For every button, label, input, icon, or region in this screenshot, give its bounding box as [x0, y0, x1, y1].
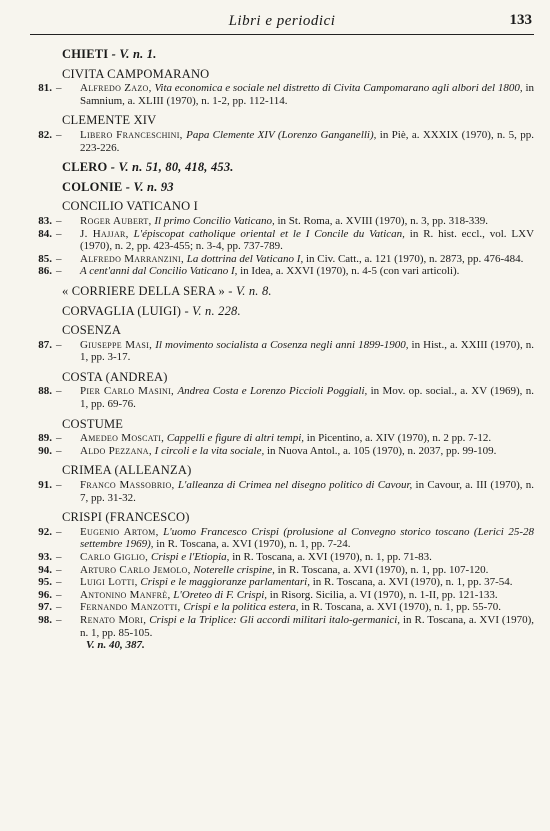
entry-publication: in Nuova Antol., a. 105 (1970), n. 2037, pp. 99-109. [266, 444, 497, 457]
section-cross-reference: - V. n. 228. [181, 303, 241, 318]
bibliography-entry [30, 551, 534, 564]
section-heading-text: CRISPI (FRANCESCO) [62, 510, 190, 525]
entry-number: 98. [38, 613, 52, 626]
entry-dash: – [56, 551, 62, 563]
section-heading [62, 371, 534, 384]
entry-author: Giuseppe Masi, [80, 338, 153, 351]
section-heading [62, 114, 534, 127]
entry-number: 97. [38, 601, 52, 614]
entry-publication: in R. Toscana, a. XVI (1970), n. 1, pp. 107-120. [277, 563, 489, 576]
entry-publication: in Idea, a. XXVI (1970), n. 4-5 (con vari articoli). [240, 265, 460, 278]
entry-number: 85. [38, 252, 52, 265]
entry-dash: – [56, 563, 62, 576]
entry-number: 87. [38, 338, 52, 351]
entry-dash: – [56, 338, 62, 351]
bibliography-entry [30, 589, 534, 602]
entry-title: L'épiscopat catholique oriental et le I Concile du Vatican, [133, 227, 405, 240]
bibliography-entry [30, 82, 534, 107]
section-cross-reference: - V. n. 8. [224, 283, 272, 298]
entry-title: L'uomo Francesco Crispi (prolusione al Convegno storico toscano (Lerici 25-28 settembre 1969), [80, 525, 534, 551]
entry-title: Il primo Concilio Vaticano, [154, 214, 275, 227]
bibliography-entry [30, 576, 534, 589]
entry-author: Antonino Manfrè, [80, 588, 171, 601]
entry-author: Franco Massobrio, [80, 479, 175, 492]
entry-dash: – [56, 525, 62, 538]
section-heading [62, 68, 534, 81]
entry-publication: in R. Toscana, a. XVI (1970), n. 1, pp. 37-54. [312, 576, 513, 589]
see-also-reference: V. n. 40, 387. [86, 639, 145, 652]
entry-author: Renato Mori, [80, 613, 147, 626]
entry-title: Papa Clemente XIV (Lorenzo Ganganelli), [186, 128, 377, 141]
entry-title: Crispi e la politica estera, [183, 601, 299, 614]
section-heading [62, 48, 534, 61]
bibliography-entry [30, 564, 534, 577]
entry-author: Roger Aubert, [80, 214, 152, 227]
entry-dash: – [56, 214, 62, 227]
bibliography-entry [30, 479, 534, 504]
entry-author: Eugenio Artom, [80, 525, 159, 538]
section-heading [62, 324, 534, 337]
entry-title: A cent'anni dal Concilio Vaticano I, [80, 265, 238, 278]
page-header [30, 10, 534, 35]
entry-publication: in Cavour, a. III (1970), n. 7, pp. 31-32. [80, 479, 535, 504]
entry-title: Il movimento socialista a Cosenza negli anni 1899-1900, [155, 338, 409, 351]
entry-number: 84. [38, 227, 52, 240]
entry-publication: in Picentino, a. XIV (1970), n. 2 pp. 7-12. [306, 432, 492, 445]
bibliography-entry [30, 445, 534, 458]
section-heading-text: CHIETI [62, 47, 109, 61]
entry-number: 86. [38, 265, 52, 278]
entry-publication: in R. Toscana, a. XVI (1970), n. 1, pp. 71-83. [232, 551, 432, 563]
entry-dash: – [56, 82, 62, 95]
section-heading [62, 305, 534, 318]
bibliography-entry [30, 601, 534, 614]
entry-author: J. Hajjar, [80, 227, 129, 240]
entry-number: 96. [38, 588, 52, 601]
entry-number: 93. [38, 551, 52, 563]
bibliography-entry [30, 228, 534, 253]
section-heading-text: COSTA (ANDREA) [62, 369, 168, 384]
entry-title: Noterelle crispine, [193, 563, 275, 576]
entry-publication: in R. hist. eccl., vol. LXV (1970), n. 2, pp. 423-455; n. 3-4, pp. 737-789. [80, 227, 535, 253]
entry-author: Alfredo Zazo, [80, 82, 152, 95]
section-heading [62, 511, 534, 524]
entry-publication: in Risorg. Sicilia, a. VI (1970), n. 1-II, pp. 121-133. [269, 588, 498, 601]
entry-title: L'Oreteo di F. Crispi, [173, 588, 268, 601]
section-heading [62, 285, 534, 298]
entry-author: Aldo Pezzana, [80, 444, 152, 457]
section-heading-text: COLONIE [62, 179, 123, 194]
section-cross-reference: - V. n. 51, 80, 418, 453. [107, 160, 234, 175]
entry-dash: – [56, 385, 62, 398]
entry-author: Arturo Carlo Jemolo, [80, 563, 191, 576]
bibliography-entry [30, 215, 534, 228]
entry-dash: – [56, 588, 62, 601]
entry-title: La dottrina del Vaticano I, [186, 252, 304, 265]
entry-dash: – [56, 576, 62, 589]
section-cross-reference: - V. n. 93 [122, 179, 174, 194]
entry-publication: in Samnium, a. XLIII (1970), n. 1-2, pp. 112-114. [80, 82, 535, 107]
entry-number: 92. [38, 525, 52, 538]
section-heading-text: COSENZA [62, 323, 122, 338]
entry-number: 88. [38, 385, 52, 398]
entry-number: 91. [38, 479, 52, 492]
entry-publication: in R. Toscana, a. XVI (1970), n. 1, pp. 55-70. [301, 601, 502, 614]
entry-title: L'alleanza di Crimea nel disegno politico di Cavour, [177, 479, 413, 492]
entry-author: Pier Carlo Masini, [80, 385, 175, 398]
entry-dash: – [56, 128, 62, 141]
entry-dash: – [56, 432, 62, 445]
entry-number: 82. [38, 128, 52, 141]
section-heading-text: COSTUME [62, 416, 124, 431]
entry-number: 90. [38, 444, 52, 457]
entry-title: Crispi e la Triplice: Gli accordi militari italo-germanici, [149, 613, 401, 626]
entry-number: 89. [38, 432, 52, 445]
entry-author: Carlo Giglio, [80, 551, 149, 563]
bibliography-entry [30, 432, 534, 445]
section-heading-text: CIVITA CAMPOMARANO [62, 66, 210, 81]
entry-number: 94. [38, 563, 52, 576]
entry-publication: in R. Toscana, a. XVI (1970), n. 1, pp. 7-24. [156, 538, 351, 551]
page-number: 133 [509, 12, 532, 28]
entry-dash: – [56, 479, 62, 492]
entry-author: Alfredo Marranzini, [80, 252, 185, 265]
section-heading-text: « CORRIERE DELLA SERA » [62, 283, 225, 298]
section-cross-reference: - V. n. 1. [108, 47, 157, 61]
entry-author: Fernando Manzotti, [80, 601, 181, 614]
section-heading-text: CRIMEA (ALLEANZA) [62, 463, 192, 478]
section-heading [62, 418, 534, 431]
section-heading [62, 464, 534, 477]
entry-dash: – [56, 444, 62, 457]
entry-author: Luigi Lotti, [80, 576, 138, 589]
entry-title: Vita economica e sociale nel distretto di Civita Campomarano agli albori del 1800, [154, 82, 523, 95]
entry-dash: – [56, 227, 62, 240]
entry-publication: in Hist., a. XXIII (1970), n. 1, pp. 3-17. [80, 338, 535, 364]
section-heading-text: CONCILIO VATICANO I [62, 199, 198, 214]
entry-publication: in R. Toscana, a. XVI (1970), n. 1, pp. 85-105. [80, 613, 534, 639]
entry-publication: in Piè, a. XXXIX (1970), n. 5, pp. 223-226. [80, 128, 535, 154]
entry-author: Libero Franceschini, [80, 128, 183, 141]
entry-author: Amedeo Moscati, [80, 432, 165, 445]
entry-title: Crispi e l'Etiopia, [150, 551, 230, 563]
bibliography-entry [30, 614, 534, 639]
section-heading [62, 181, 534, 194]
entry-title: Cappelli e figure di altri tempi, [166, 432, 305, 445]
section-heading [62, 161, 534, 174]
bibliography-entry [30, 385, 534, 410]
bibliography-entry [30, 339, 534, 364]
section-heading [62, 200, 534, 213]
section-heading-text: CLEMENTE XIV [62, 113, 157, 128]
entry-number: 81. [38, 82, 52, 95]
entry-dash: – [56, 252, 62, 265]
bibliography-entry [30, 526, 534, 551]
entry-title: Crispi e le maggioranze parlamentari, [140, 576, 310, 589]
bibliography-entry [30, 265, 534, 278]
section-heading-text: CORVAGLIA (LUIGI) [62, 303, 182, 318]
entry-dash: – [56, 601, 62, 614]
entry-publication: in St. Roma, a. XVIII (1970), n. 3, pp. 318-339. [277, 214, 488, 227]
entry-number: 83. [38, 214, 52, 227]
bibliography-entry [30, 253, 534, 266]
entry-title: Andrea Costa e Lorenzo Piccioli Poggiali, [177, 385, 368, 398]
bibliography-entry [30, 129, 534, 154]
entry-number: 95. [38, 576, 52, 589]
bibliography-list [30, 48, 534, 652]
entry-title: I circoli e la vita sociale, [154, 444, 265, 457]
running-title: Libri e periodici [228, 13, 336, 29]
entry-dash: – [56, 265, 62, 278]
entry-publication: in Mov. op. social., a. XV (1969), n. 1, pp. 69-76. [80, 385, 535, 411]
section-heading-text: CLERO [62, 160, 108, 175]
entry-dash: – [56, 613, 62, 626]
entry-publication: in Civ. Catt., a. 121 (1970), n. 2873, pp. 476-484. [305, 252, 524, 265]
